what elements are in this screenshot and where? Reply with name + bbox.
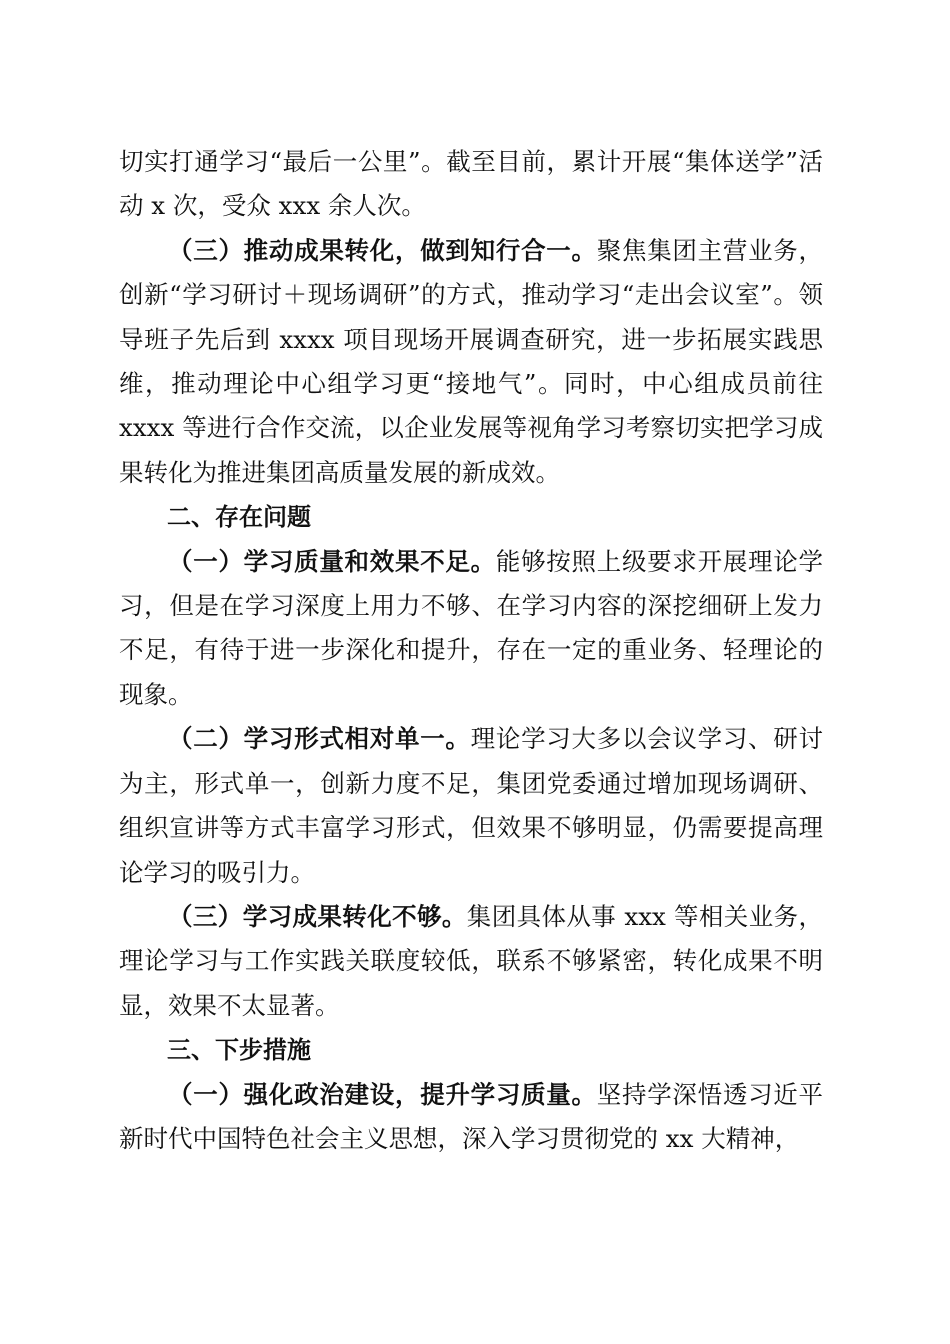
paragraph-problem-3 xyxy=(119,895,823,1028)
section-heading-next-steps: 三、下步措施 xyxy=(167,1036,311,1065)
paragraph-lead: （三）推动成果转化，做到知行合一。 xyxy=(168,235,597,265)
paragraph-lead: （二）学习形式相对单一。 xyxy=(168,724,471,754)
paragraph-problem-2 xyxy=(119,717,823,895)
paragraph-text: 聚焦集团主营业务，创新“学习研讨＋现场调研”的方式，推动学习“走出会议室”。领导班子先后到 xxxx 项目现场开展调查研究，进一步拓展实践思维，推动理论中心组学习更“接地气”。同时，中心组成员前往 xxxx 等进行合作交流，以企业发展等视角学习考察切实把学习成果转化为推进集团高质量发展的新成效。 xyxy=(119,235,824,487)
paragraph-lead: （三）学习成果转化不够。 xyxy=(168,901,467,931)
paragraph-lead: （一）强化政治建设，提升学习质量。 xyxy=(168,1079,597,1109)
paragraph-text: 坚持学深悟透习近平新时代中国特色社会主义思想，深入学习贯彻党的 xx 大精神， xyxy=(119,1079,824,1153)
document-body xyxy=(119,140,823,1161)
paragraph-text: 能够按照上级要求开展理论学习，但是在学习深度上用力不够、在学习内容的深挖细研上发力不足，有待于进一步深化和提升，存在一定的重业务、轻理论的现象。 xyxy=(119,546,823,709)
paragraph-problem-1 xyxy=(119,540,823,718)
paragraph-text: 切实打通学习“最后一公里”。截至目前，累计开展“集体送学”活动 x 次，受众 xxx 余人次。 xyxy=(119,147,823,221)
paragraph-outcome-transformation xyxy=(119,229,823,495)
paragraph-text: 集团具体从事 xxx 等相关业务，理论学习与工作实践关联度较低，联系不够紧密，转化成果不明显，效果不太显著。 xyxy=(119,901,824,1020)
paragraph-measure-1 xyxy=(119,1073,823,1162)
section-heading-problems: 二、存在问题 xyxy=(167,503,311,532)
paragraph-text: 理论学习大多以会议学习、研讨为主，形式单一，创新力度不足，集团党委通过增加现场调研、组织宣讲等方式丰富学习形式，但效果不够明显，仍需要提高理论学习的吸引力。 xyxy=(119,724,823,887)
paragraph-continuation xyxy=(119,140,823,229)
paragraph-lead: （一）学习质量和效果不足。 xyxy=(168,546,496,576)
